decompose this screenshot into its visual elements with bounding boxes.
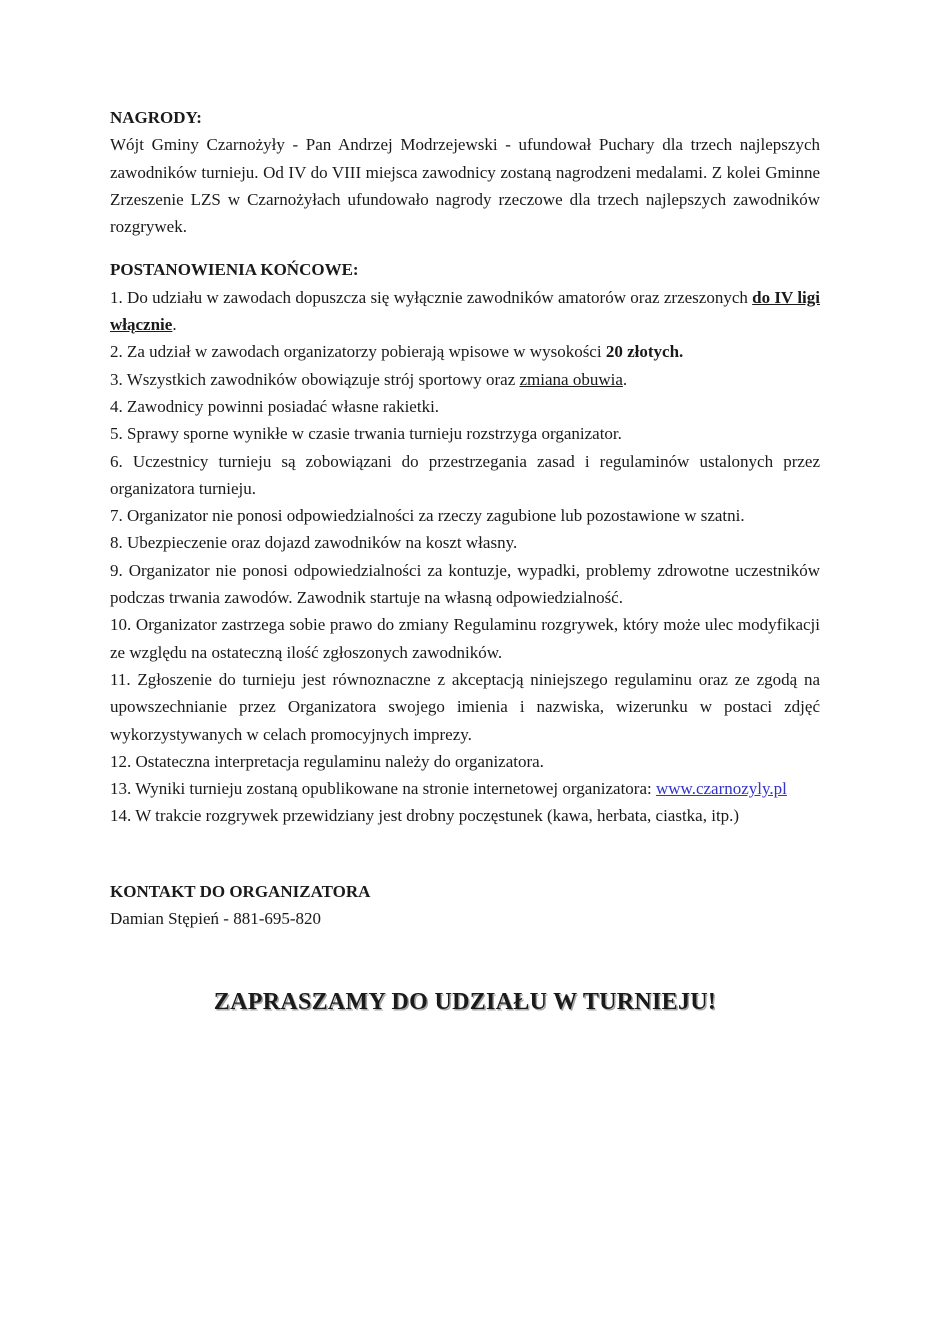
organizer-website-link[interactable]: www.czarnozyly.pl (655, 779, 787, 799)
rule-3-underline: zmiana obuwia (519, 369, 623, 389)
rule-item-8: 8. Ubezpieczenie oraz dojazd zawodników na koszt własny. (110, 533, 518, 553)
rule-1-text: 1. Do udziału w zawodach dopuszcza się wyłącznie zawodników amatorów oraz zrzeszonych (110, 287, 753, 307)
awards-heading: NAGRODY: (110, 108, 202, 127)
rule-2-text: 2. Za udział w zawodach organizatorzy pobierają wpisowe w wysokości (110, 342, 606, 362)
rule-3-period: . (622, 369, 628, 389)
rule-item-1 (110, 284, 820, 339)
rule-item-10: 10. Organizator zastrzega sobie prawo do zmiany Regulaminu rozgrywek, który może ulec modyfikacji ze względu na ostateczną ilość zgłoszonych zawodników. (110, 615, 820, 662)
rule-item-4: 4. Zawodnicy powinni posiadać własne rakietki. (110, 396, 440, 416)
closing-invitation-title: ZAPRASZAMY DO UDZIAŁU W TURNIEJU! (213, 989, 717, 1016)
rule-item-3 (110, 366, 820, 393)
rule-13-text: 13. Wyniki turnieju zostaną opublikowane na stronie internetowej organizatora: (110, 779, 656, 799)
rule-item-14: 14. W trakcie rozgrywek przewidziany jest drobny poczęstunek (kawa, herbata, ciastka, itp.) (110, 806, 740, 826)
final-provisions-section (110, 256, 820, 829)
contact-section (110, 878, 820, 933)
contact-phone-line: Damian Stępień - 881-695-820 (110, 909, 322, 929)
rule-item-9: 9. Organizator nie ponosi odpowiedzialności za kontuzje, wypadki, problemy zdrowotne uczestników podczas trwania zawodów. Zawodnik startuje na własną odpowiedzialność. (110, 560, 820, 608)
rule-1-period: . (172, 315, 177, 335)
rule-item-6: 6. Uczestnicy turnieju są zobowiązani do przestrzegania zasad i regulaminów ustalonych przez organizatora turnieju. (110, 451, 820, 498)
rule-item-7: 7. Organizator nie ponosi odpowiedzialności za rzeczy zagubione lub pozostawione w szatni. (110, 506, 745, 526)
rule-item-11: 11. Zgłoszenie do turnieju jest równoznaczne z akceptacją niniejszego regulaminu oraz ze zgodą na upowszechnianie przez Organizatora swojego imienia i nazwiska, wizerunku w postaci zdjęć wykorzystywanych w celach promocyjnych imprezy. (110, 669, 820, 744)
awards-body: Wójt Gminy Czarnożyły - Pan Andrzej Modrzejewski - ufundował Puchary dla trzech najlepszych zawodników turnieju. Od IV do VIII miejsca zawodnicy zostaną nagrodzeni medalami. Z kolei Gminne Zrzeszenie LZS w Czarnożyłach ufundowało nagrody rzeczowe dla trzech najlepszych zawodników rozgrywek. (110, 135, 820, 237)
rule-1-emphasis: do IV ligi włącznie (110, 287, 820, 335)
final-provisions-heading: POSTANOWIENIA KOŃCOWE: (110, 260, 359, 280)
rule-item-5: 5. Sprawy sporne wynikłe w czasie trwania turnieju rozstrzyga organizator. (110, 424, 622, 444)
rule-3-text: 3. Wszystkich zawodników obowiązuje strój sportowy oraz (110, 369, 520, 389)
rule-2-bold: 20 złotych. (605, 342, 684, 362)
awards-section (110, 104, 820, 240)
rule-item-12: 12. Ostateczna interpretacja regulaminu należy do organizatora. (110, 751, 544, 771)
contact-heading: KONTAKT DO ORGANIZATORA (110, 881, 371, 901)
rule-item-2 (110, 338, 820, 365)
rule-item-13 (110, 775, 820, 802)
